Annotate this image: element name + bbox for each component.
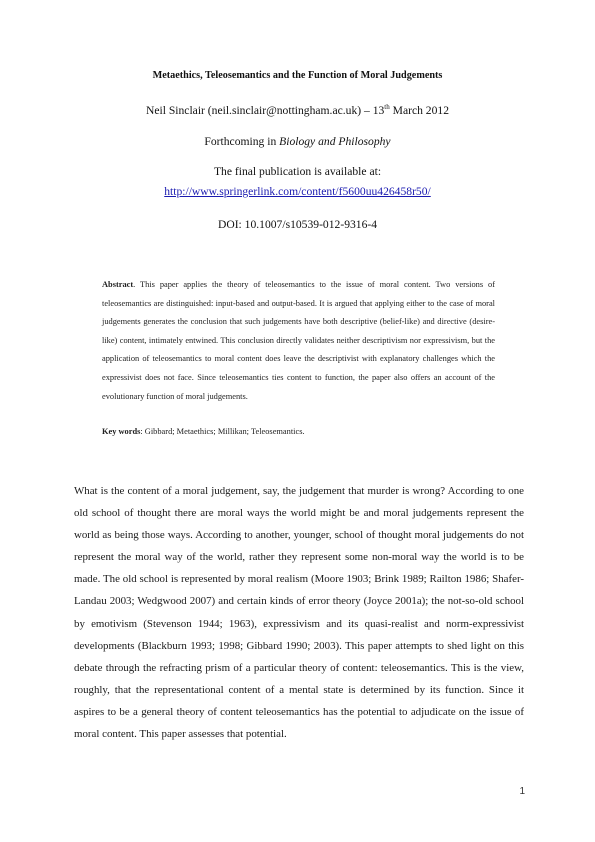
final-publication-note: The final publication is available at: [213,165,382,178]
author-date: March 2012 [389,103,449,117]
springerlink-url[interactable]: http://www.springerlink.com/content/f5600uu426458r50/ [164,185,431,198]
url-line [0,185,595,198]
abstract-text: . This paper applies the theory of teleosemantics to the issue of moral content. Two versions of teleosemantics are distinguished: input-based and output-based. It is argued that applying either to the case of moral judgements generates the conclusion that such judgements have both descriptive (belief-like) and directive (desire-like) content, intimately entwined. This conclusion directly validates neither descriptivism nor expressivism, but the application of teleosemantics to moral content does leave the descriptivist with explanatory challenges which the expressivist does not face. Since teleosemantics ties content to function, the paper also offers an account of the evolutionary function of moral judgements. [102,280,495,401]
keywords-text: : Gibbard; Metaethics; Millikan; Teleosemantics. [140,427,305,436]
paper-title: Metaethics, Teleosemantics and the Function of Moral Judgements [152,70,443,81]
page-number: 1 [519,786,525,797]
author-text: Neil Sinclair (neil.sinclair@nottingham.ac.uk) – 13 [145,103,385,117]
keywords [102,425,495,439]
journal-name: Biology and Philosophy [279,135,391,148]
doi-line: DOI: 10.1007/s10539-012-9316-4 [217,218,378,231]
forthcoming-line [0,135,595,148]
abstract-label: Abstract [102,280,134,289]
abstract [102,276,495,406]
date-ordinal-suffix: th [384,103,390,111]
forthcoming-prefix: Forthcoming in [204,135,280,148]
author-line [0,103,595,117]
body-paragraph: What is the content of a moral judgement, say, the judgement that murder is wrong? According to one old school of thought there are moral ways the world might be and moral judgements represent the world as being those ways. According to another, younger, school of thought moral judgements do not represent the moral way of the world, rather they represent some non-moral way the world is to be made. The old school is represented by moral realism (Moore 1903; Brink 1989; Railton 1986; Shafer-Landau 2003; Wedgwood 2007) and certain kinds of error theory (Joyce 2001a); the not-so-old school by emotivism (Stevenson 1944; 1963), expressivism and its quasi-realist and norm-expressivist developments (Blackburn 1993; 1998; Gibbard 1990; 2003). This paper attempts to shed light on this debate through the refracting prism of a particular theory of content: teleosemantics. This is the view, roughly, that the representational content of a mental state is determined by its function. Since it aspires to be a general theory of content teleosemantics has the potential to adjudicate on the issue of moral content. This paper assesses that potential. [74,485,524,741]
keywords-label: Key words [102,427,141,436]
